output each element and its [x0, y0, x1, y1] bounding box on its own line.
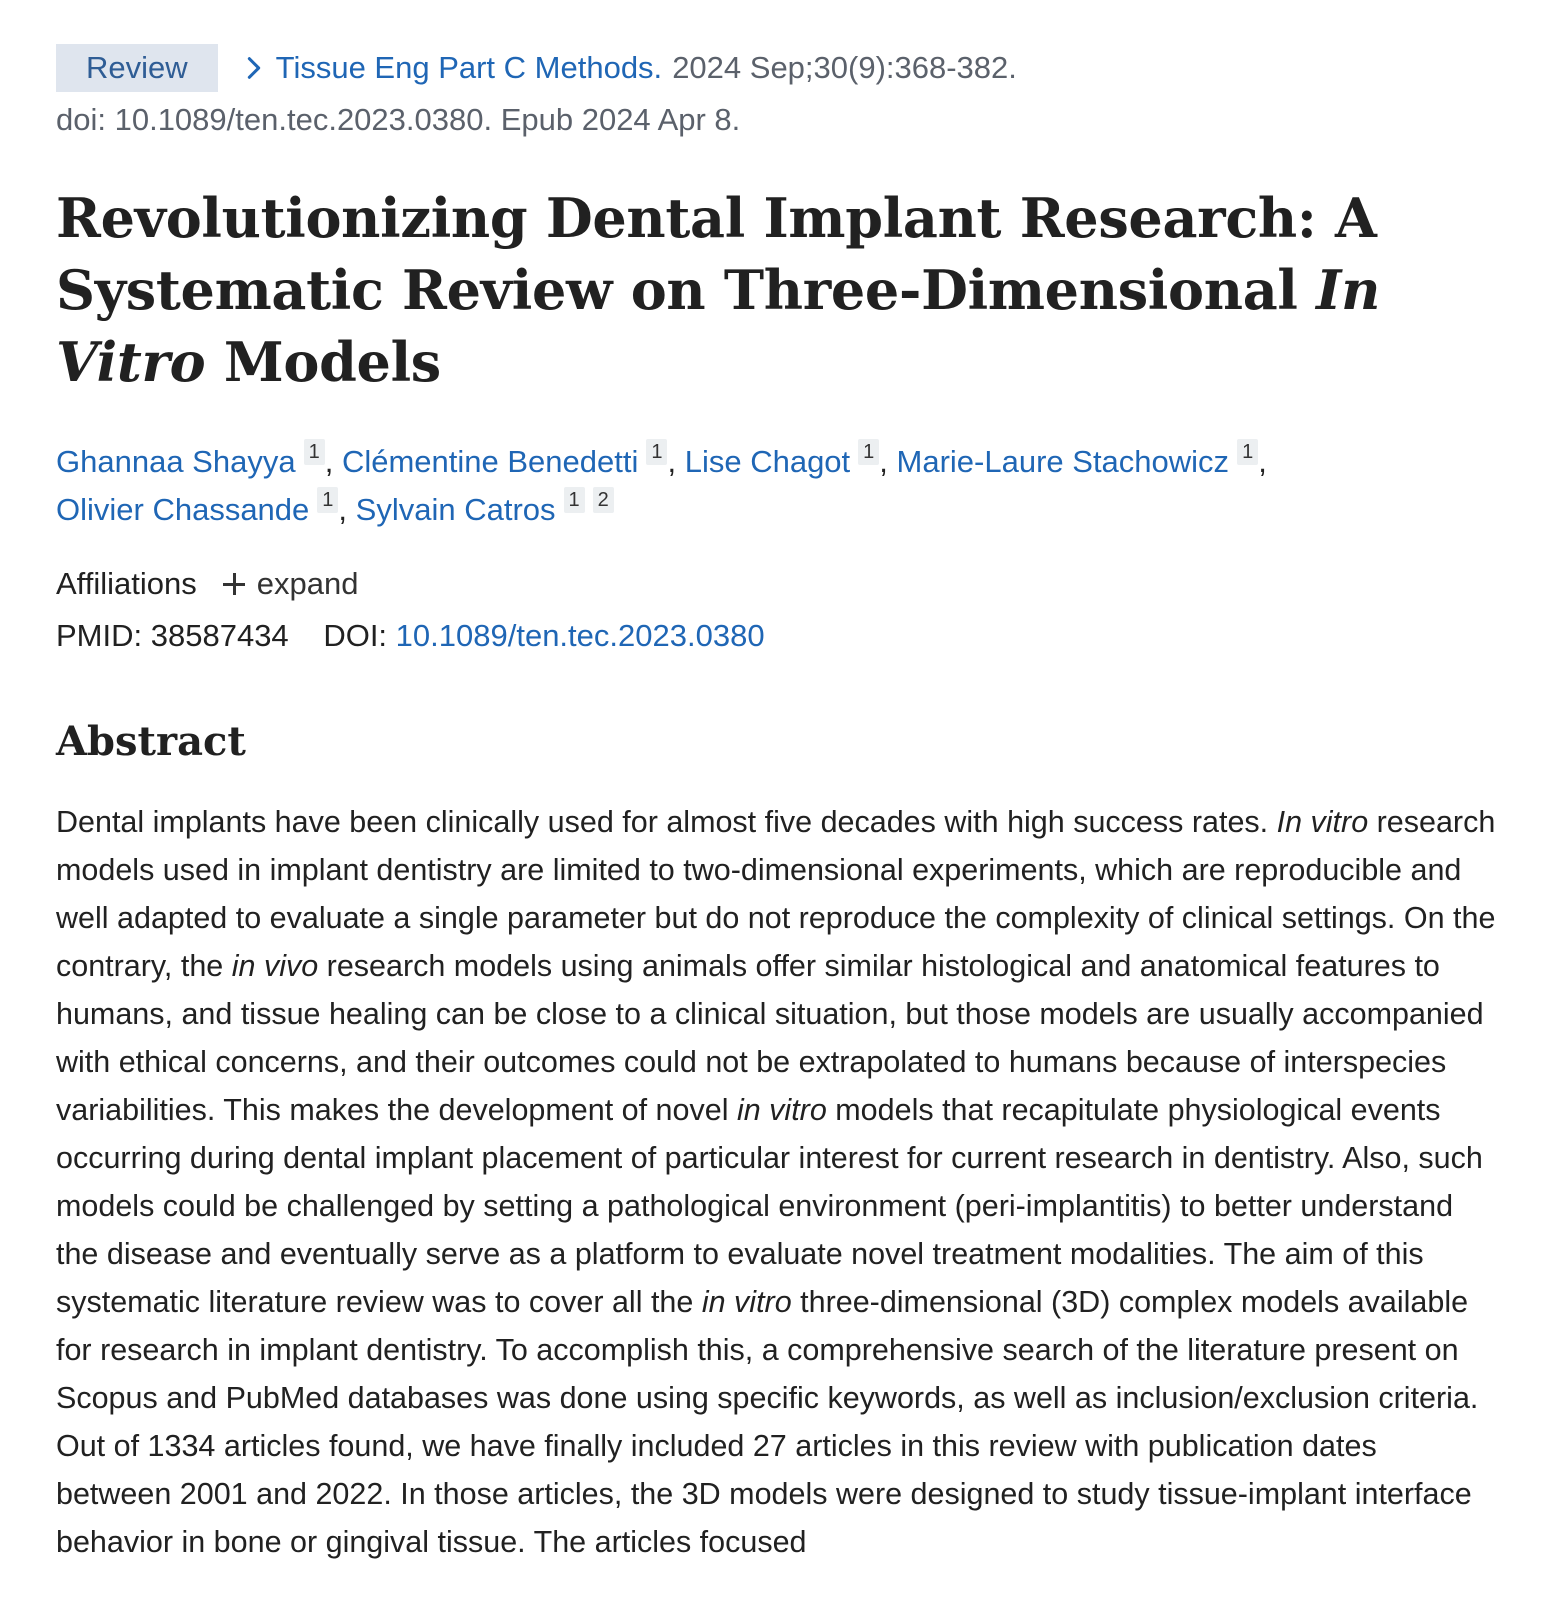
author-separator: , [338, 492, 356, 527]
abstract-segment: research models using animals offer similar histological and anatomical features to humans, and tissue healing can be close to a clinical situation, but those models are usually accompanied with ethical concerns, and their outcomes could not be extrapolated to humans because of interspecies variabilities. This makes the development of novel [56, 949, 1484, 1127]
author-separator: , [879, 444, 897, 479]
review-badge: Review [56, 44, 218, 92]
author-link[interactable]: Olivier Chassande [56, 492, 310, 527]
abstract-text [56, 798, 1496, 1566]
author-link[interactable]: Ghannaa Shayya [56, 444, 296, 479]
author-link[interactable]: Clémentine Benedetti [341, 444, 639, 479]
abstract-italic-term: in vitro [736, 1093, 827, 1127]
journal-link[interactable]: Tissue Eng Part C Methods. [275, 50, 663, 85]
authors-list [56, 438, 1498, 534]
abstract-segment: models that recapitulate physiological events occurring during dental implant placement of particular interest for current research in dentistry. Also, such models could be challenged by setting a pathological environment (peri-implantitis) to better understand the disease and eventually serve as a platform to evaluate novel treatment modalities. The aim of this systematic literature review was to cover all the [56, 1093, 1483, 1319]
citation-doi-epub: doi: 10.1089/ten.tec.2023.0380. Epub 2024 Apr 8. [56, 102, 741, 137]
affiliations-row [56, 562, 1498, 606]
doi-link[interactable]: 10.1089/ten.tec.2023.0380 [395, 618, 765, 653]
affiliation-number[interactable]: 1 [646, 439, 667, 465]
article-title [56, 182, 1498, 398]
author-separator: , [1258, 444, 1267, 479]
author-separator: , [324, 444, 342, 479]
title-part-1: Revolutionizing Dental Implant Research: A Systematic Review on Three-Dimensional [56, 186, 1377, 322]
affiliation-number[interactable]: 1 [564, 487, 585, 513]
affiliations-label: Affiliations [56, 566, 197, 601]
plus-icon[interactable] [223, 573, 245, 595]
citation-date-volume: 2024 Sep;30(9):368-382. [672, 50, 1017, 85]
pmid-label: PMID: [56, 618, 143, 653]
identifiers-row [56, 614, 1498, 658]
abstract-italic-term: in vivo [231, 949, 319, 983]
affiliations-expand-button[interactable]: expand [256, 566, 359, 601]
abstract-segment: three-dimensional (3D) complex models available for research in implant dentistry. To accomplish this, a comprehensive search of the literature present on Scopus and PubMed databases was done using specific keywords, as well as inclusion/exclusion criteria. Out of 1334 articles found, we have finally included 27 articles in this review with publication dates between 2001 and 2022. In those articles, the 3D models were designed to study tissue-implant interface behavior in bone or gingival tissue. The articles focused [56, 1285, 1479, 1559]
abstract-italic-term: in vitro [701, 1285, 792, 1319]
affiliation-number[interactable]: 1 [1237, 439, 1258, 465]
abstract-italic-term: In vitro [1276, 805, 1369, 839]
title-italic: In Vitro [56, 258, 1381, 394]
chevron-right-icon [240, 54, 268, 82]
affiliation-number[interactable]: 1 [304, 439, 325, 465]
author-link[interactable]: Lise Chagot [684, 444, 851, 479]
doi-label: DOI: [323, 618, 388, 653]
author-separator: , [667, 444, 685, 479]
abstract-segment: research models used in implant dentistry are limited to two-dimensional experiments, which are reproducible and well adapted to evaluate a single parameter but do not reproduce the complexity of clinical settings. On the contrary, the [56, 805, 1496, 983]
affiliation-number[interactable]: 2 [593, 487, 614, 513]
citation-line [56, 44, 1498, 92]
abstract-heading: Abstract [56, 718, 246, 765]
abstract-segment: Dental implants have been clinically used for almost five decades with high success rates. [56, 805, 1277, 839]
affiliation-number[interactable]: 1 [317, 487, 338, 513]
author-link[interactable]: Sylvain Catros [355, 492, 556, 527]
pmid-value: 38587434 [150, 618, 289, 653]
affiliation-number[interactable]: 1 [858, 439, 879, 465]
title-part-2: Models [205, 330, 441, 394]
author-link[interactable]: Marie-Laure Stachowicz [896, 444, 1230, 479]
